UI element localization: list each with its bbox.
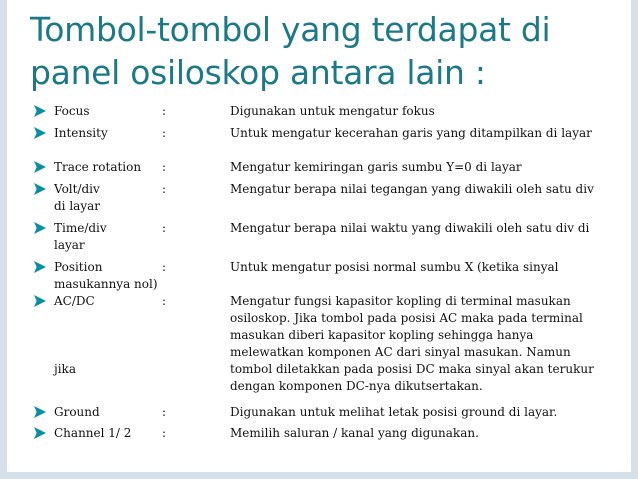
arrow-bullet-icon xyxy=(34,427,46,439)
item-description-line-6: dengan komponen DC-nya dikutsertakan. xyxy=(230,379,483,393)
item-description: Digunakan untuk mengatur fokus xyxy=(230,104,435,118)
arrow-bullet-icon xyxy=(34,295,46,307)
item-colon: : xyxy=(162,405,167,419)
list-item-ground xyxy=(34,404,634,425)
item-description: Mengatur berapa nilai tegangan yang diwakili oleh satu div xyxy=(230,182,594,196)
arrow-bullet-icon xyxy=(34,183,46,195)
item-description-line-3: masukan diberi kapasitor kopling sehingga hanya xyxy=(230,328,534,342)
list-item-volt-div xyxy=(34,181,634,220)
item-colon: : xyxy=(162,294,167,308)
item-label: Trace rotation xyxy=(54,160,142,174)
item-label: Focus xyxy=(54,104,90,118)
item-label: Ground xyxy=(54,405,100,419)
list-item-time-div xyxy=(34,220,634,259)
item-colon: : xyxy=(162,182,167,196)
item-description-line-4: melewatkan komponen AC dari sinyal masukan. Namun xyxy=(230,345,571,359)
item-description: Untuk mengatur kecerahan garis yang ditampilkan di layar xyxy=(230,126,592,140)
item-colon: : xyxy=(162,260,167,274)
item-label-continuation: di layar xyxy=(54,199,100,213)
item-label-continuation: jika xyxy=(54,362,76,376)
list-item-intensity xyxy=(34,125,634,159)
item-label-continuation: layar xyxy=(54,238,85,252)
item-description-line-5: tombol diletakkan pada posisi DC maka sinyal akan terukur xyxy=(230,362,594,376)
item-label: Channel 1/ 2 xyxy=(54,426,132,440)
item-label: AC/DC xyxy=(54,294,95,308)
item-label-continuation: masukannya nol) xyxy=(54,277,158,291)
item-description: Untuk mengatur posisi normal sumbu X (ketika sinyal xyxy=(230,260,559,274)
arrow-bullet-icon xyxy=(34,222,46,234)
arrow-bullet-icon xyxy=(34,261,46,273)
title-line-1: Tombol-tombol yang terdapat di xyxy=(30,10,551,49)
item-description: Mengatur kemiringan garis sumbu Y=0 di layar xyxy=(230,160,522,174)
item-label: Volt/div xyxy=(54,182,100,196)
item-description: Mengatur berapa nilai waktu yang diwakili oleh satu div di xyxy=(230,221,590,235)
item-colon: : xyxy=(162,221,167,235)
item-description-line-2: osiloskop. Jika tombol pada posisi AC maka pada terminal xyxy=(230,311,583,325)
list-item-focus xyxy=(34,103,634,125)
list-item-channel xyxy=(34,425,634,446)
item-label: Time/div xyxy=(54,221,107,235)
arrow-bullet-icon xyxy=(34,161,46,173)
list-item-position xyxy=(34,259,634,293)
arrow-bullet-icon xyxy=(34,127,46,139)
arrow-bullet-icon xyxy=(34,406,46,418)
item-description-line-1: Mengatur fungsi kapasitor kopling di terminal masukan xyxy=(230,294,571,308)
item-label: Position xyxy=(54,260,103,274)
item-colon: : xyxy=(162,426,167,440)
item-description: Memilih saluran / kanal yang digunakan. xyxy=(230,426,479,440)
title-line-2: panel osiloskop antara lain : xyxy=(30,53,486,92)
list-item-ac-dc xyxy=(34,293,634,404)
list-item-trace-rotation xyxy=(34,159,634,181)
arrow-bullet-icon xyxy=(34,105,46,117)
control-list xyxy=(34,103,634,446)
item-colon: : xyxy=(162,160,167,174)
item-label: Intensity xyxy=(54,126,108,140)
item-colon: : xyxy=(162,126,167,140)
item-colon: : xyxy=(162,104,167,118)
slide-title xyxy=(30,8,630,94)
item-description: Digunakan untuk melihat letak posisi ground di layar. xyxy=(230,405,558,419)
